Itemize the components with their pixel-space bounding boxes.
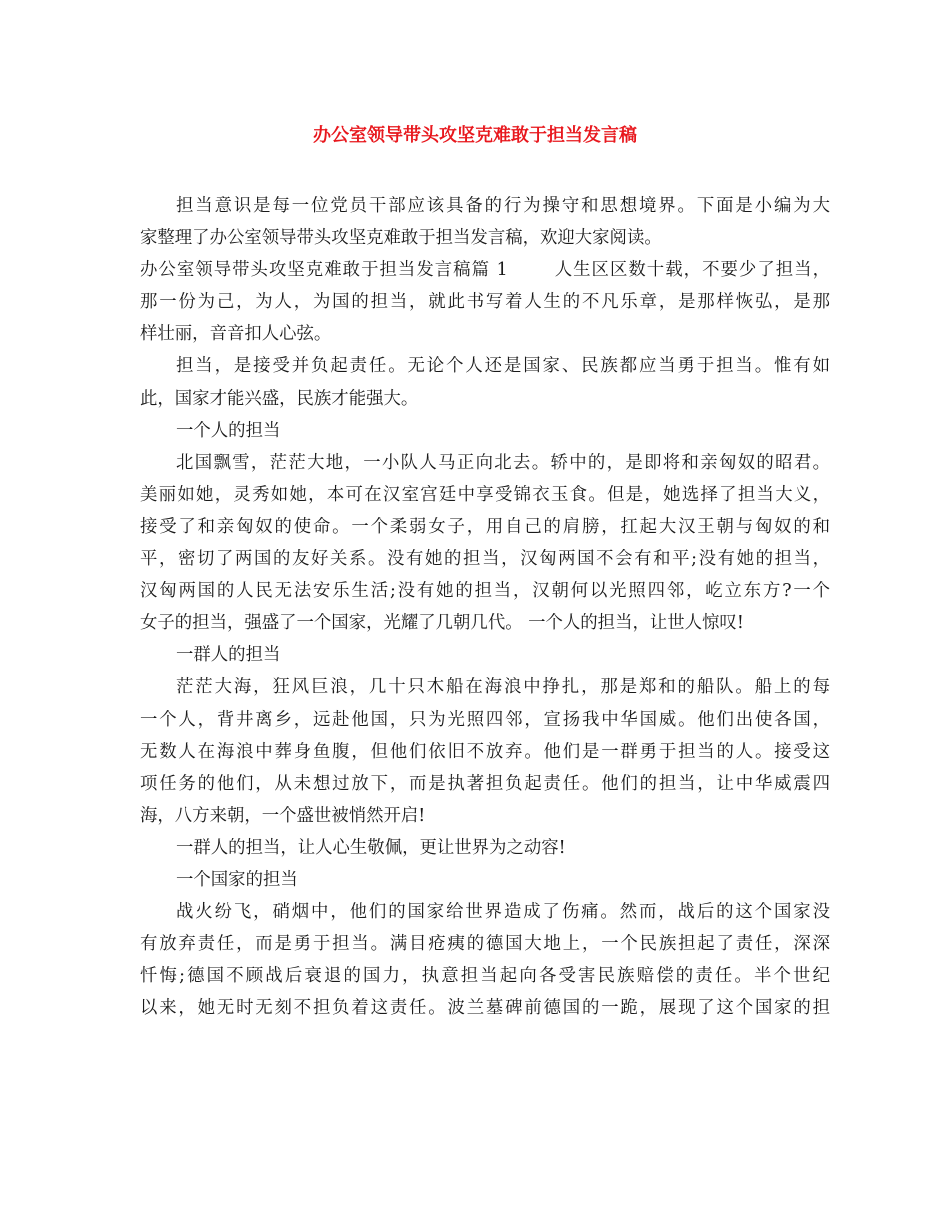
paragraph-line: 平，密切了两国的友好关系。没有她的担当，汉匈两国不会有和平;没有她的担当， [140, 549, 830, 570]
piece-heading-line [140, 254, 830, 286]
piece-heading: 办公室领导带头攻坚克难敢于担当发言稿篇 1 [140, 260, 508, 281]
paragraph-line: 北国飘雪，茫茫大地，一小队人马正向北去。轿中的，是即将和亲匈奴的昭君。 [176, 452, 830, 473]
document-title: 办公室领导带头攻坚克难敢于担当发言稿 [313, 125, 637, 146]
paragraph-line: 女子的担当，强盛了一个国家，光耀了几朝几代。 一个人的担当，让世人惊叹! [140, 613, 744, 634]
paragraph-line: 以来，她无时无刻不担负着这责任。波兰墓碑前德国的一跪，展现了这个国家的担 [140, 998, 830, 1019]
document-body [140, 190, 830, 1024]
intro-line: 家整理了办公室领导带头攻坚克难敢于担当发言稿，欢迎大家阅读。 [140, 228, 662, 249]
piece-line: 样壮丽，音音扣人心弦。 [140, 324, 332, 345]
paragraph-line: 美丽如她，灵秀如她，本可在汉室宫廷中享受锦衣玉食。但是，她选择了担当大义， [140, 484, 830, 505]
paragraph-line: 忏悔;德国不顾战后衰退的国力，执意担当起向各受害民族赔偿的责任。半个世纪 [140, 966, 830, 987]
intro-line: 担当意识是每一位党员干部应该具备的行为操守和思想境界。下面是小编为大 [176, 196, 830, 216]
section-subheading: 一个国家的担当 [176, 869, 298, 890]
paragraph-line: 此，国家才能兴盛，民族才能强大。 [140, 388, 419, 409]
paragraph-line: 汉匈两国的人民无法安乐生活;没有她的担当，汉朝何以光照四邻，屹立东方?一个 [140, 581, 830, 602]
paragraph-line: 无数人在海浪中葬身鱼腹，但他们依旧不放弃。他们是一群勇于担当的人。接受这 [140, 741, 830, 762]
paragraph-line: 项任务的他们，从未想过放下，而是执著担负起责任。他们的担当，让中华威震四 [140, 773, 830, 794]
section-subheading: 一个人的担当 [176, 420, 281, 441]
paragraph-line: 一群人的担当，让人心生敬佩，更让世界为之动容! [176, 837, 566, 858]
paragraph-line: 有放弃责任，而是勇于担当。满目疮痍的德国大地上，一个民族担起了责任，深深 [140, 934, 830, 955]
paragraph-line: 战火纷飞，硝烟中，他们的国家给世界造成了伤痛。然而，战后的这个国家没 [176, 902, 830, 923]
paragraph-line: 一个人，背井离乡，远赴他国，只为光照四邻，宣扬我中华国威。他们出使各国， [140, 709, 830, 730]
paragraph-line: 担当，是接受并负起责任。无论个人还是国家、民族都应当勇于担当。惟有如 [176, 356, 830, 377]
piece-line-rest: 人生区区数十载，不要少了担当， [553, 260, 830, 281]
paragraph-line: 茫茫大海，狂风巨浪，几十只木船在海浪中挣扎，那是郑和的船队。船上的每 [176, 677, 830, 698]
section-subheading: 一群人的担当 [176, 645, 281, 666]
paragraph-line: 接受了和亲匈奴的使命。一个柔弱女子，用自己的肩膀，扛起大汉王朝与匈奴的和 [140, 516, 830, 537]
paragraph-line: 海，八方来朝，一个盛世被悄然开启! [140, 805, 426, 826]
piece-line: 那一份为己，为人，为国的担当，就此书写着人生的不凡乐章，是那样恢弘，是那 [140, 292, 830, 313]
